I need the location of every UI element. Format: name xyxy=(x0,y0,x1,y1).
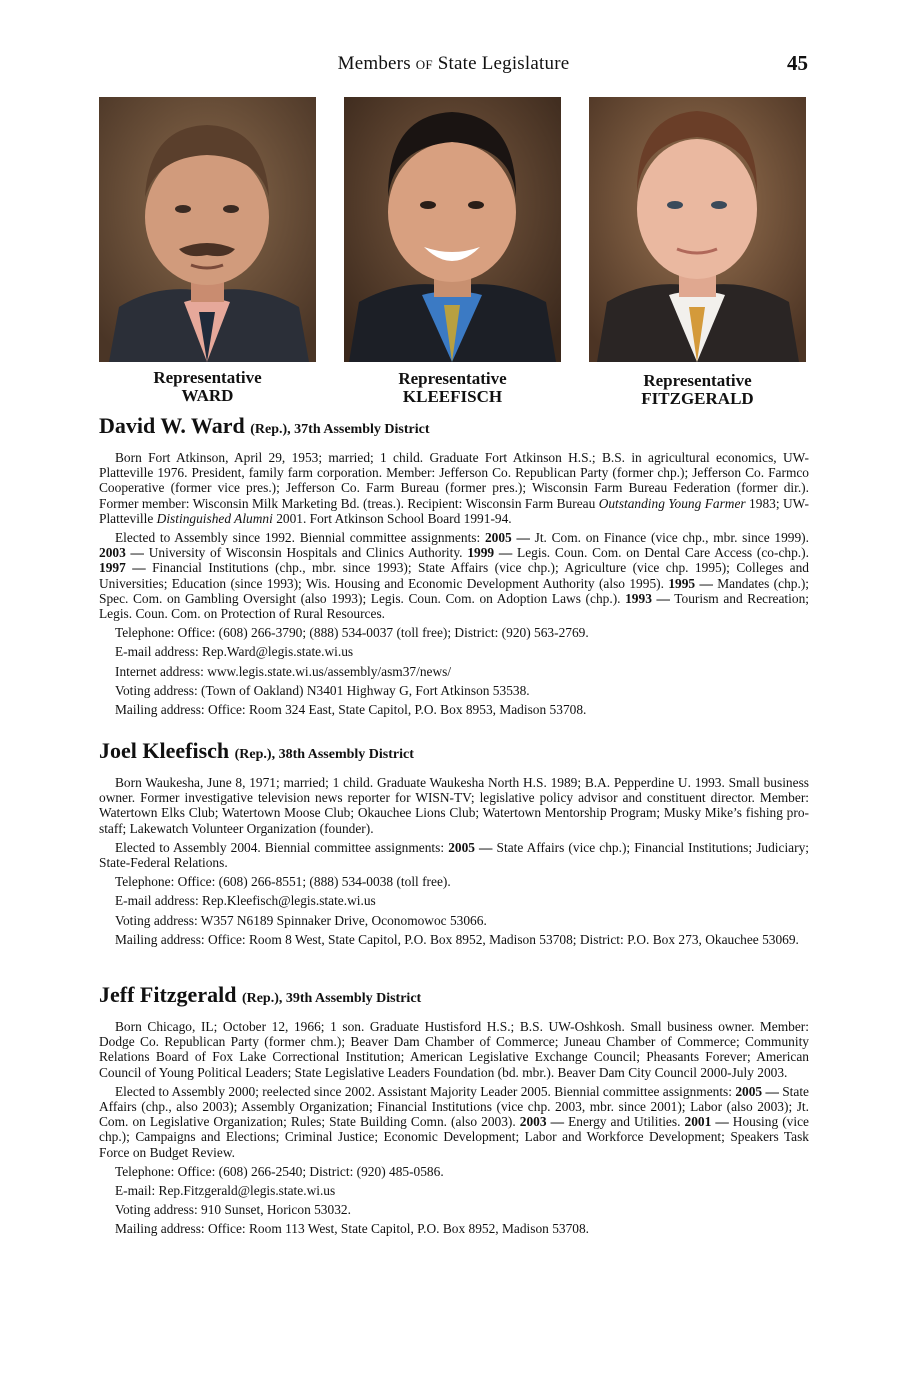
bio-text: 1983; UW-Platteville xyxy=(99,495,809,526)
running-head-of: of xyxy=(415,53,433,74)
committee-text: Mandates (chp.); Spec. Com. on Gambling Oversight (also 1993); Legis. Coun. Com. on Adoption Laws (chp.). xyxy=(99,575,809,606)
page-number: 45 xyxy=(787,51,808,75)
session-year: 2005 — xyxy=(735,1083,779,1099)
member-heading xyxy=(99,739,809,767)
committee-paragraph xyxy=(99,1084,809,1160)
session-year: 2003 — xyxy=(519,1114,565,1130)
committee-text: Elected to Assembly 2004. Biennial committee assignments: xyxy=(115,839,449,855)
internet-line: Internet address: www.legis.state.wi.us/assembly/asm37/news/ xyxy=(115,663,452,679)
running-head-legislature: Legislature xyxy=(481,53,570,74)
running-head-state: State xyxy=(437,53,477,74)
committee-paragraph xyxy=(99,530,809,621)
email-line: E-mail address: Rep.Kleefisch@legis.state.wi.us xyxy=(115,893,376,909)
session-year: 1995 — xyxy=(668,575,713,591)
telephone-line: Telephone: Office: (608) 266-3790; (888) 534-0037 (toll free); District: (920) 563-2769. xyxy=(115,625,589,641)
committee-text: University of Wisconsin Hospitals and Clinics Authority. xyxy=(143,545,468,561)
member-heading xyxy=(99,983,809,1011)
telephone-line: Telephone: Office: (608) 266-2540; District: (920) 485-0586. xyxy=(115,1163,444,1179)
voting-address-line: Voting address: W357 N6189 Spinnaker Drive, Oconomowoc 53066. xyxy=(115,912,487,928)
member-district: (Rep.), 39th Assembly District xyxy=(241,991,422,1006)
biography-paragraph: Born Waukesha, June 8, 1971; married; 1 child. Graduate Waukesha North H.S. 1989; B.A. Pepperdine U. 1993. Small business owner. Former investigative television news reporter for WISN-TV; legislative policy advisor and constituent director. Member: Watertown Elks Club; Watertown Moose Club; Okauchee Lions Club; Watertown Mentorship Program; Musky Mike’s fishing pro-staff; Lakewatch Volunteer Organization (founder). xyxy=(99,775,809,836)
member-heading xyxy=(99,414,809,442)
member-district: (Rep.), 37th Assembly District xyxy=(250,422,430,437)
email-line: E-mail: Rep.Fitzgerald@legis.state.wi.us xyxy=(115,1183,336,1199)
caption-fitzgerald xyxy=(589,372,806,408)
committee-text: Housing (vice chp.); Campaigns and Elections; Criminal Justice; Economic Development; Labor and Workforce Development; Speakers Task Force on Budget Review. xyxy=(99,1114,809,1160)
session-year: 2005 — xyxy=(484,530,530,546)
committee-text: State Affairs (chp., also 2003); Assembly Organization; Financial Institutions (vice chp. 2003, mbr. since 2001); Labor (also 2003); Jt. Com. on Legislative Organization; Rules; State Building Comn. (also 2003). xyxy=(99,1083,810,1130)
committee-text: Elected to Assembly since 1992. Biennial committee assignments: xyxy=(115,530,485,546)
caption-name: KLEEFISCH xyxy=(402,387,503,406)
biography-paragraph xyxy=(99,450,809,526)
committee-text: Jt. Com. on Finance (vice chp., mbr. since 1999). xyxy=(529,530,809,546)
caption-name: WARD xyxy=(181,386,234,405)
award-name: Outstanding Young Farmer xyxy=(598,495,746,511)
portrait-fitzgerald xyxy=(589,97,806,362)
committee-text: Tourism and Recreation; Legis. Coun. Com. on Protection of Rural Resources. xyxy=(99,590,809,622)
session-year: 2005 — xyxy=(448,839,493,855)
committee-text: Elected to Assembly 2000; reelected since 2002. Assistant Majority Leader 2005. Biennial committee assignments: xyxy=(115,1083,736,1099)
member-entry-ward xyxy=(99,414,809,721)
caption-name: FITZGERALD xyxy=(641,389,754,408)
portrait-ward xyxy=(99,97,316,362)
committee-text: Energy and Utilities. xyxy=(564,1114,685,1130)
running-head-members: Members xyxy=(337,53,411,74)
session-year: 2001 — xyxy=(684,1114,729,1130)
bio-text: Born Fort Atkinson, April 29, 1953; married; 1 child. Graduate Fort Atkinson H.S.; B.S. in agricultural economics, UW-Platteville 1976. President, family farm corporation. Member: Jefferson Co. Republican Party (former chp.); Jefferson Co. Farmco Cooperative (former vice pres.); Jefferson Co. Farm Bureau (former pres.); Wisconsin Farm Bureau Federation (former dir.). Former member: Wisconsin Milk Marketing Bd. (treas.). Recipient: Wisconsin Farm Bureau xyxy=(99,450,809,511)
member-name: Jeff Fitzgerald xyxy=(99,982,237,1007)
committee-text: Financial Institutions (chp., mbr. since 1993); State Affairs (vice chp.); Agriculture (vice chp. 1995); Colleges and Universities; Education (since 1993); Wis. Housing and Economic Development Authority (also 1995). xyxy=(99,560,809,591)
member-entry-kleefisch xyxy=(99,739,809,951)
caption-title: Representative xyxy=(398,369,507,388)
member-district: (Rep.), 38th Assembly District xyxy=(234,747,414,762)
mailing-address-line: Mailing address: Office: Room 113 West, State Capitol, P.O. Box 8952, Madison 53708. xyxy=(115,1221,590,1237)
committee-text: State Affairs (vice chp.); Financial Institutions; Judiciary; State-Federal Relations. xyxy=(99,839,809,871)
member-name: Joel Kleefisch xyxy=(99,738,230,763)
session-year: 2003 — xyxy=(99,545,144,561)
session-year: 1999 — xyxy=(467,545,513,561)
bio-text: 2001. Fort Atkinson School Board 1991-94. xyxy=(272,510,512,526)
caption-ward xyxy=(99,369,316,405)
member-entry-fitzgerald xyxy=(99,983,809,1241)
caption-title: Representative xyxy=(643,371,752,390)
member-name: David W. Ward xyxy=(99,413,245,438)
caption-title: Representative xyxy=(153,368,262,387)
voting-address-line: Voting address: 910 Sunset, Horicon 53032. xyxy=(115,1202,351,1218)
committee-paragraph xyxy=(99,840,809,870)
running-head xyxy=(0,53,907,75)
portrait-kleefisch xyxy=(344,97,561,362)
mailing-address-line: Mailing address: Office: Room 324 East, State Capitol, P.O. Box 8953, Madison 53708. xyxy=(115,702,587,718)
session-year: 1997 — xyxy=(99,560,146,576)
committee-text: Legis. Coun. Com. on Dental Care Access (co-chp.). xyxy=(512,545,809,561)
session-year: 1993 — xyxy=(625,590,670,606)
telephone-line: Telephone: Office: (608) 266-8551; (888) 534-0038 (toll free). xyxy=(115,874,451,890)
email-line: E-mail address: Rep.Ward@legis.state.wi.us xyxy=(115,644,354,660)
award-name: Distinguished Alumni xyxy=(156,510,273,526)
caption-kleefisch xyxy=(344,370,561,406)
voting-address-line: Voting address: (Town of Oakland) N3401 Highway G, Fort Atkinson 53538. xyxy=(115,682,530,698)
biography-paragraph: Born Chicago, IL; October 12, 1966; 1 son. Graduate Hustisford H.S.; B.S. UW-Oshkosh. Small business owner. Member: Dodge Co. Republican Party (former chm.); Beaver Dam Chamber of Commerce; Juneau Chamber of Commerce; Community Relations Board of Fox Lake Correctional Institution; American Legislative Exchange Council; Pheasants Forever; American Council of Young Political Leaders; State Legislative Leaders Foundation (bd. mbr.). Beaver Dam City Council 2000-July 2003. xyxy=(99,1019,809,1080)
mailing-address-line: Mailing address: Office: Room 8 West, State Capitol, P.O. Box 8952, Madison 53708; District: P.O. Box 273, Okauchee 53069. xyxy=(115,931,799,947)
